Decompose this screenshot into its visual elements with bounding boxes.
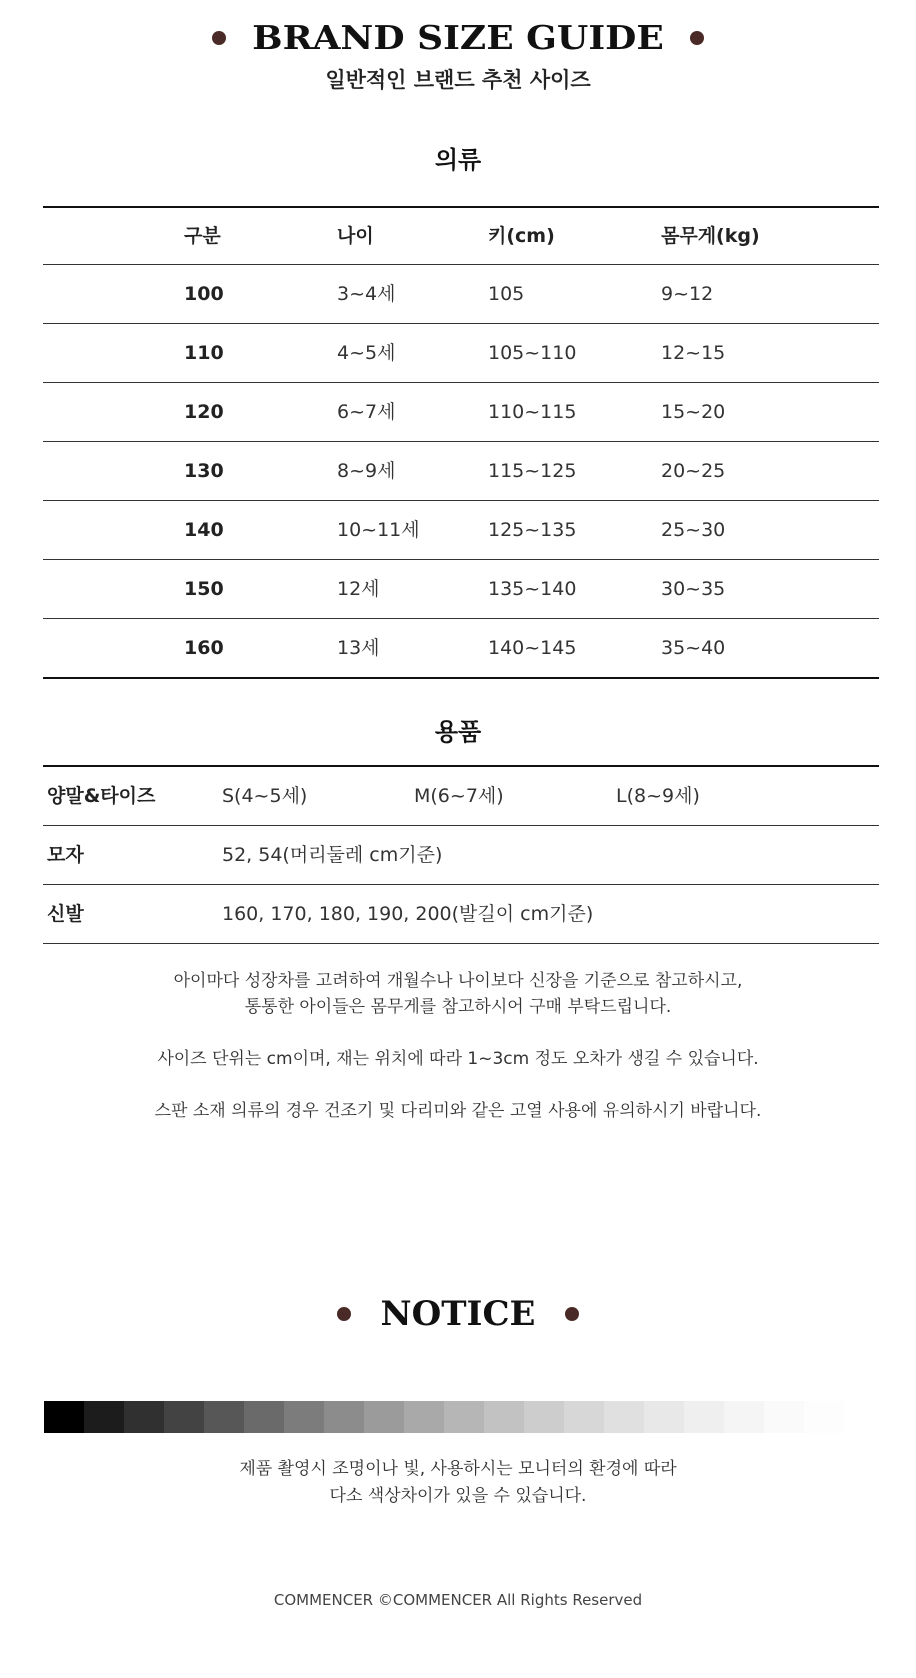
column-header-weight: 몸무게(kg) [661, 225, 760, 247]
accessories-size-table [43, 765, 879, 944]
size-cell: 140 [184, 519, 224, 541]
gradient-swatch [364, 1401, 404, 1433]
height-cell: 140~145 [488, 637, 577, 659]
table-row [43, 442, 879, 501]
accessory-value: M(6~7세) [414, 785, 504, 807]
column-header-age: 나이 [337, 225, 374, 247]
gradient-swatch [604, 1401, 644, 1433]
page-subtitle: 일반적인 브랜드 추천 사이즈 [325, 68, 591, 92]
height-cell: 135~140 [488, 578, 577, 600]
gradient-swatch [324, 1401, 364, 1433]
weight-cell: 20~25 [661, 460, 726, 482]
height-cell: 105 [488, 283, 525, 305]
page-title: BRAND SIZE GUIDE [252, 18, 664, 58]
table-row [43, 501, 879, 560]
right-dot-icon [690, 31, 704, 45]
left-dot-icon [337, 1307, 351, 1321]
notice-line: 다소 색상차이가 있을 수 있습니다. [329, 1486, 587, 1506]
gradient-swatch [804, 1401, 844, 1433]
copyright-footer: COMMENCER ©COMMENCER All Rights Reserved [273, 1591, 643, 1609]
weight-cell: 9~12 [661, 283, 714, 305]
table-row [43, 560, 879, 619]
gradient-swatch [284, 1401, 324, 1433]
height-cell: 125~135 [488, 519, 577, 541]
color-gradient-strip [44, 1401, 844, 1433]
note-line: 아이마다 성장차를 고려하여 개월수나 나이보다 신장을 기준으로 참고하시고, [173, 971, 743, 991]
column-header-size: 구분 [184, 225, 221, 247]
age-cell: 13세 [337, 637, 380, 659]
clothing-section-title: 의류 [434, 146, 482, 174]
right-dot-icon [565, 1307, 579, 1321]
accessory-value: 160, 170, 180, 190, 200(발길이 cm기준) [222, 903, 594, 925]
accessory-label: 신발 [47, 903, 84, 925]
weight-cell: 15~20 [661, 401, 726, 423]
notice-text [0, 1456, 916, 1510]
height-cell: 110~115 [488, 401, 577, 423]
table-row [43, 767, 879, 826]
size-cell: 120 [184, 401, 224, 423]
accessory-label: 양말&타이즈 [47, 785, 156, 807]
gradient-swatch [524, 1401, 564, 1433]
gradient-swatch [204, 1401, 244, 1433]
note-line: 통통한 아이들은 몸무게를 참고하시어 구매 부탁드립니다. [244, 997, 672, 1017]
accessory-value: S(4~5세) [222, 785, 308, 807]
accessory-value: 52, 54(머리둘레 cm기준) [222, 844, 443, 866]
size-cell: 110 [184, 342, 224, 364]
age-cell: 4~5세 [337, 342, 396, 364]
size-cell: 160 [184, 637, 224, 659]
height-cell: 105~110 [488, 342, 577, 364]
weight-cell: 25~30 [661, 519, 726, 541]
gradient-swatch [84, 1401, 124, 1433]
accessory-label: 모자 [47, 844, 84, 866]
weight-cell: 30~35 [661, 578, 726, 600]
gradient-swatch [404, 1401, 444, 1433]
gradient-swatch [644, 1401, 684, 1433]
gradient-swatch [564, 1401, 604, 1433]
brand-size-guide-heading [0, 14, 916, 62]
size-cell: 100 [184, 283, 224, 305]
note-line: 스판 소재 의류의 경우 건조기 및 다리미와 같은 고열 사용에 유의하시기 바랍니다. [154, 1101, 762, 1121]
table-row [43, 324, 879, 383]
weight-cell: 12~15 [661, 342, 726, 364]
weight-cell: 35~40 [661, 637, 726, 659]
size-notes [0, 968, 916, 1150]
column-header-height: 키(cm) [488, 225, 555, 247]
size-cell: 150 [184, 578, 224, 600]
table-row [43, 885, 879, 943]
accessory-value: L(8~9세) [616, 785, 700, 807]
clothing-size-table [43, 206, 879, 679]
table-row [43, 265, 879, 324]
left-dot-icon [212, 31, 226, 45]
gradient-swatch [724, 1401, 764, 1433]
table-row [43, 826, 879, 885]
notice-title: NOTICE [380, 1294, 536, 1334]
note-line: 사이즈 단위는 cm이며, 재는 위치에 따라 1~3cm 정도 오차가 생길 수 있습니다. [157, 1049, 759, 1069]
age-cell: 12세 [337, 578, 380, 600]
table-header-row [43, 208, 879, 265]
age-cell: 10~11세 [337, 519, 420, 541]
size-cell: 130 [184, 460, 224, 482]
gradient-swatch [484, 1401, 524, 1433]
height-cell: 115~125 [488, 460, 577, 482]
table-row [43, 383, 879, 442]
accessories-section-title: 용품 [434, 718, 482, 746]
gradient-swatch [124, 1401, 164, 1433]
notice-line: 제품 촬영시 조명이나 빛, 사용하시는 모니터의 환경에 따라 [239, 1459, 677, 1479]
gradient-swatch [764, 1401, 804, 1433]
age-cell: 8~9세 [337, 460, 396, 482]
gradient-swatch [444, 1401, 484, 1433]
age-cell: 3~4세 [337, 283, 396, 305]
gradient-swatch [164, 1401, 204, 1433]
notice-heading [0, 1290, 916, 1338]
age-cell: 6~7세 [337, 401, 396, 423]
gradient-swatch [244, 1401, 284, 1433]
gradient-swatch [44, 1401, 84, 1433]
table-row [43, 619, 879, 677]
gradient-swatch [684, 1401, 724, 1433]
